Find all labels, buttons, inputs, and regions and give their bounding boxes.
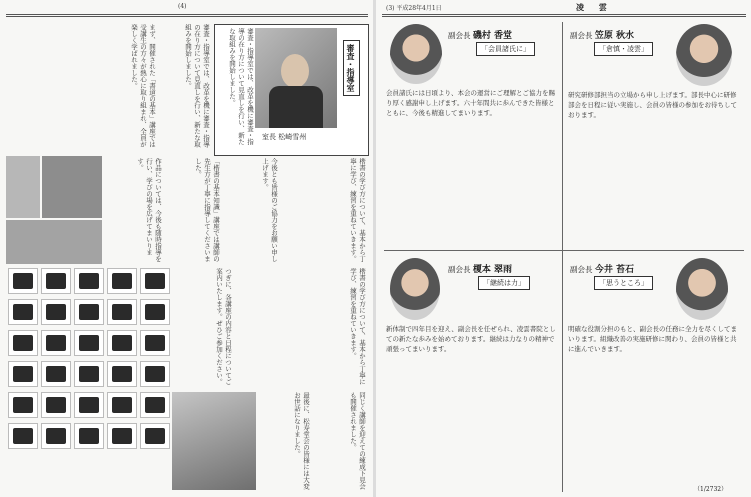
vp1-name-row [448, 28, 512, 41]
body-column: 「楷書の基本知識」講座では講師の先生方が丁寧に指導してくださいました。 [194, 158, 220, 262]
vp3-name-row [448, 262, 512, 275]
seal-impression [8, 330, 38, 356]
newsletter-title: 凌 雲 [576, 2, 613, 12]
column-divider [562, 22, 563, 492]
header-rule [6, 14, 368, 15]
class-photo-2 [42, 156, 102, 218]
face-shape [281, 54, 309, 88]
workshop-photo [172, 392, 256, 490]
vp1-text: 会員諸氏には日頃より、本会の運営にご理解とご協力を賜り厚く感謝申し上げます。六十年間共に歩んできた皆様とともに、今後も精進してまいります。 [386, 89, 555, 117]
body-column: つぎに、各講座の内容と日程についてご案内いたします。ぜひご参加ください。 [215, 268, 232, 385]
seal-impression [8, 423, 38, 449]
seal-impression [107, 268, 137, 294]
vp1-portrait [390, 24, 442, 84]
vp2-name: 笠原 秋水 [594, 31, 635, 41]
body-column: まず、開催された「書道の基本」講座では受講生の方々が熱心に取り組まれ、全員が楽しく学ばれました。 [130, 24, 156, 148]
vp2-portrait [676, 24, 732, 86]
seal-impression [8, 268, 38, 294]
seal-impression [74, 299, 104, 325]
seal-impression [74, 330, 104, 356]
seal-impression [74, 423, 104, 449]
body-column: 今後とも皆様のご協力をお願い申し上げます。 [261, 158, 278, 262]
seal-impression [8, 361, 38, 387]
seal-impression [8, 392, 38, 418]
class-photo-1 [6, 156, 40, 218]
seal-impression [41, 330, 71, 356]
class-photo-3 [6, 220, 102, 264]
section-intro: 審査・指導室では、改革を機に審査・指導の在り方について見直しを行い、新たな取組みを開始しました。 [228, 28, 254, 145]
vp4-text: 明確な役割分担のもと、副会長の任務に全力を尽くしてまいります。組織改善の実施研修に関わり、会員の皆様と共に進んでいきます。 [568, 325, 737, 353]
seal-impression [140, 392, 170, 418]
body-column: 同じく講師を迎えての練成下見会も開催されました。 [349, 392, 366, 490]
vp3-name: 榎本 翠雨 [472, 265, 513, 275]
body-column: 楷書の学び方について、基本から丁寧に学び、練習を重ねていきます。 [349, 158, 366, 262]
vp1-motto: 「会員諸氏に」 [476, 42, 535, 56]
left-page-number: (4) [178, 3, 187, 10]
director-caption: 室長 松崎雪州 [262, 133, 307, 141]
seal-impression [41, 361, 71, 387]
seal-impression [107, 423, 137, 449]
seal-impression [74, 361, 104, 387]
seal-impression [140, 330, 170, 356]
header-rule [382, 14, 746, 15]
right-folio: (3) 平成28年4月1日 [386, 5, 442, 12]
vp4-motto: 「思うところ」 [594, 276, 653, 290]
seal-impression [140, 268, 170, 294]
seal-impression [140, 423, 170, 449]
seal-impression [8, 299, 38, 325]
seal-impression [74, 268, 104, 294]
seal-impression [140, 299, 170, 325]
right-page [376, 0, 751, 497]
seal-impression [107, 392, 137, 418]
body-column: 審査・指導室では、改革を機に審査・指導の在り方について見直しを行い、新たな取組みを開始しました。 [184, 24, 210, 148]
header-rule-double [382, 16, 746, 17]
header-rule-double [6, 16, 368, 17]
suit-shape [269, 86, 323, 128]
vp3-portrait [390, 258, 440, 320]
seal-impression [41, 268, 71, 294]
vp3-role: 副会長 [448, 265, 471, 274]
section-title: 審査・指導室 [343, 40, 360, 96]
body-column: 最後に、松寿堂会の皆様には大変お世話になりました。 [293, 392, 310, 490]
vp1-name: 磯村 香堂 [472, 31, 513, 41]
seal-impression [107, 330, 137, 356]
vp2-motto: 「倉慎・凌雲」 [594, 42, 653, 56]
vp3-motto: 「継続は力」 [478, 276, 530, 290]
seal-grid [8, 268, 168, 449]
vp2-role: 副会長 [570, 31, 593, 40]
left-page [0, 0, 373, 497]
seal-impression [41, 423, 71, 449]
vp4-name: 今井 苔石 [594, 265, 635, 275]
seal-impression [107, 299, 137, 325]
seal-impression [74, 392, 104, 418]
vp1-role: 副会長 [448, 31, 471, 40]
seal-impression [41, 392, 71, 418]
director-photo [255, 28, 337, 128]
body-column: 作品については、今後も随時指導を行い、学びの場を広げてまいります。 [136, 158, 162, 262]
page-footer-note: （1/2732） [694, 486, 728, 493]
seal-impression [107, 361, 137, 387]
vp3-text: 新体制で四年目を迎え、副会長を任ぜられ、凌雲書院としての新たな歩みを始めております。継続は力なりの精神で頑張ってまいります。 [386, 325, 556, 353]
body-column: 楷書の学び方について、基本から丁寧に学び、練習を重ねていきます。 [349, 268, 366, 385]
row-divider [384, 250, 744, 251]
seal-impression [140, 361, 170, 387]
vp4-role: 副会長 [570, 265, 593, 274]
vp4-portrait [676, 258, 728, 320]
seal-impression [41, 299, 71, 325]
vp2-name-row [570, 28, 634, 41]
vp2-text: 研究研修部担当の立場から申し上げます。部長中心に研修部会を日程に従い実施し、会員の皆様の参加をお待ちしております。 [568, 91, 737, 119]
vp4-name-row [570, 262, 634, 275]
